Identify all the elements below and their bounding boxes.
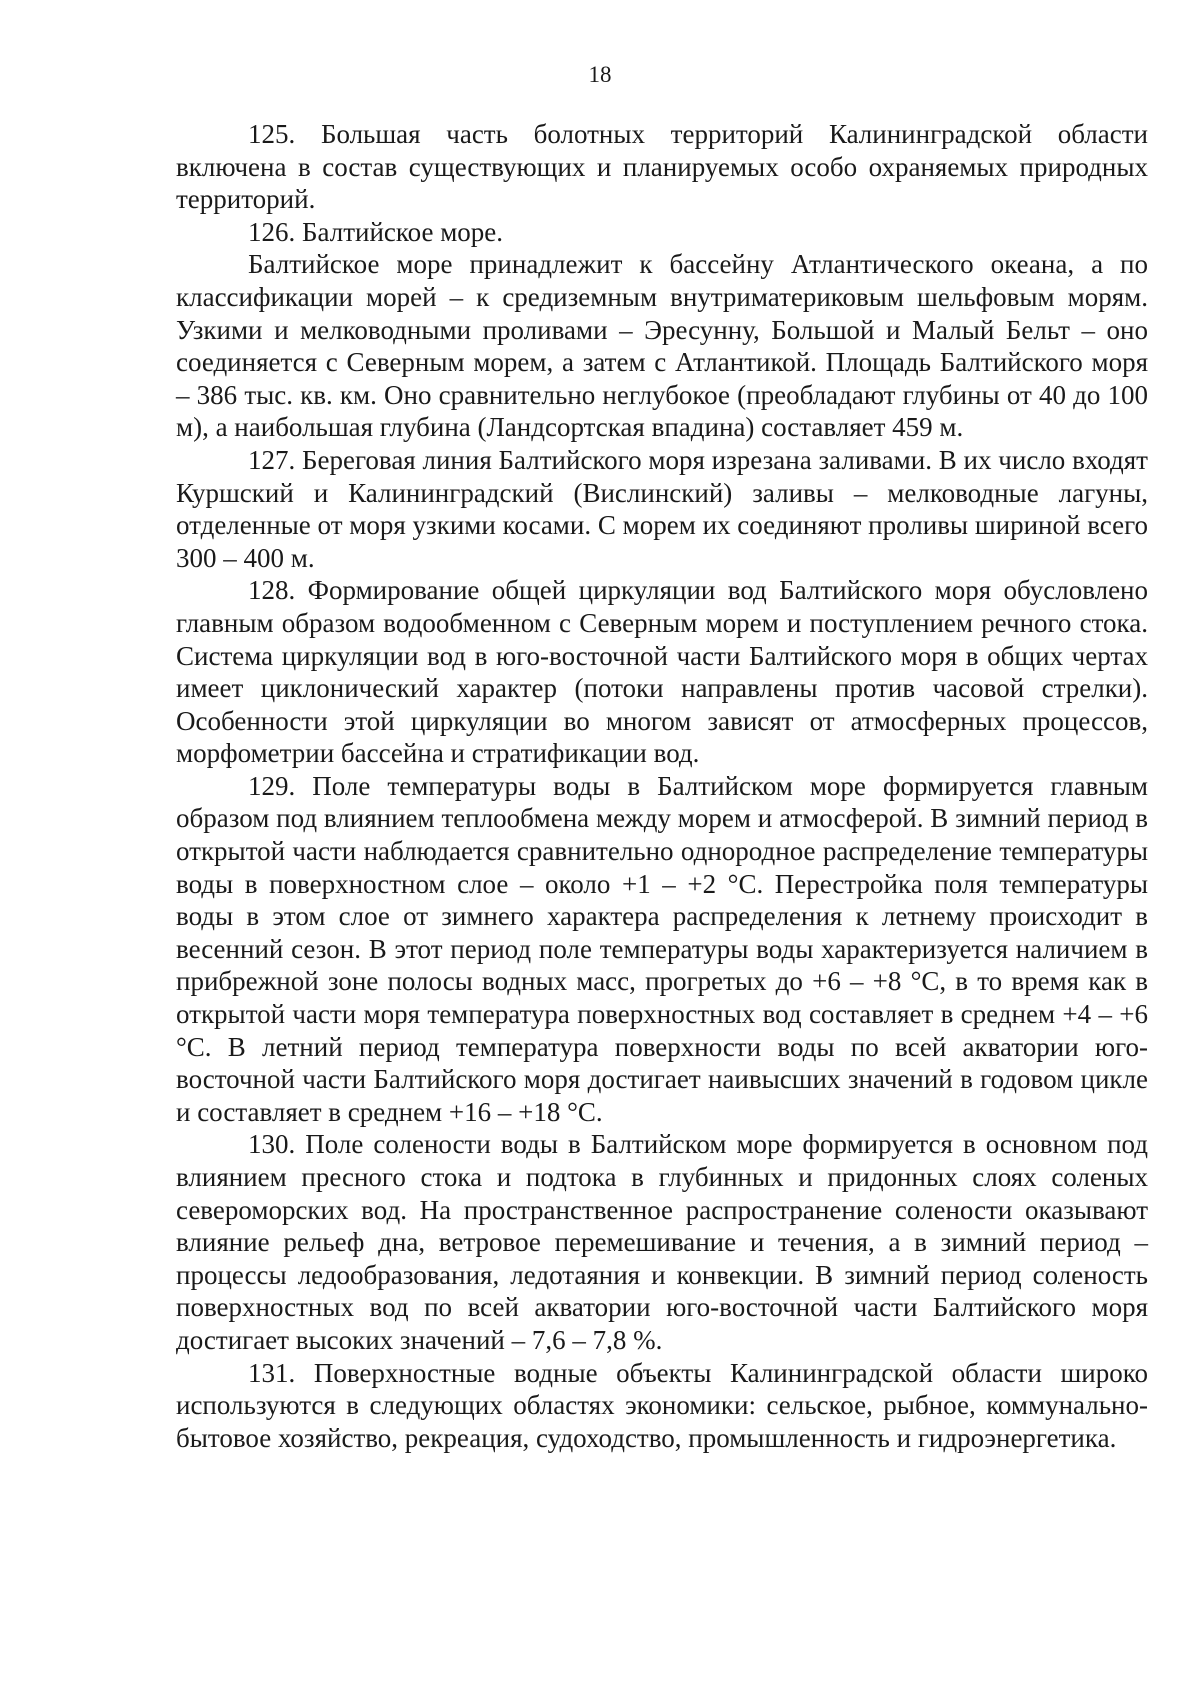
paragraph-130: 130. Поле солености воды в Балтийском море формируется в основном под влиянием пресного стока и подтока в глубинных и придонных слоях соленых североморских вод. На пространственное распространение солености оказывают влияние рельеф дна, ветровое перемешивание и течения, а в зимний период – процессы ледообразования, ледотаяния и конвекции. В зимний период соленость поверхностных вод по всей акватории юго-восточной части Балтийского моря достигает высоких значений – 7,6 – 7,8 %.: [176, 1129, 1148, 1355]
paragraph-127: 127. Береговая линия Балтийского моря изрезана заливами. В их число входят Куршский и Калининградский (Вислинский) заливы – мелководные лагуны, отделенные от моря узкими косами. С морем их соединяют проливы шириной всего 300 – 400 м.: [176, 444, 1148, 573]
paragraph-129: 129. Поле температуры воды в Балтийском море формируется главным образом под влиянием теплообмена между морем и атмосферой. В зимний период в открытой части наблюдается сравнительно однородное распределение температуры воды в поверхностном слое – около +1 – +2 °С. Перестройка поля температуры воды в этом слое от зимнего характера распределения к летнему происходит в весенний сезон. В этот период поле температуры воды характеризуется наличием в прибрежной зоне полосы водных масс, прогретых до +6 – +8 °С, в то время как в открытой части моря температура поверхностных вод составляет в среднем +4 – +6 °С. В летний период температура поверхности воды по всей акватории юго-восточной части Балтийского моря достигает наивысших значений в годовом цикле и составляет в среднем +16 – +18 °С.: [176, 770, 1148, 1127]
paragraph-baltic-sea-description: Балтийское море принадлежит к бассейну Атлантического океана, а по классификации морей – к средиземным внутриматериковым шельфовым морям. Узкими и мелководными проливами – Эресунну, Большой и Малый Бельт – оно соединяется с Северным морем, а затем с Атлантикой. Площадь Балтийского моря – 386 тыс. кв. км. Оно сравнительно неглубокое (преобладают глубины от 40 до 100 м), а наибольшая глубина (Ландсортская впадина) составляет 459 м.: [176, 249, 1148, 443]
page-number: 18: [588, 62, 612, 87]
paragraph-128: 128. Формирование общей циркуляции вод Балтийского моря обусловлено главным образом водообменном с Северным морем и поступлением речного стока. Система циркуляции вод в юго-восточной части Балтийского моря в общих чертах имеет циклонический характер (потоки направлены против часовой стрелки). Особенности этой циркуляции во многом зависят от атмосферных процессов, морфометрии бассейна и стратификации вод.: [176, 575, 1148, 769]
body-text: [176, 118, 1148, 1454]
paragraph-126-heading: 126. Балтийское море.: [248, 216, 504, 247]
paragraph-131: 131. Поверхностные водные объекты Калининградской области широко используются в следующих областях экономики: сельское, рыбное, коммунально-бытовое хозяйство, рекреация, судоходство, промышленность и гидроэнергетика.: [176, 1357, 1148, 1453]
paragraph-125: 125. Большая часть болотных территорий Калининградской области включена в состав существующих и планируемых особо охраняемых природных территорий.: [176, 119, 1148, 215]
